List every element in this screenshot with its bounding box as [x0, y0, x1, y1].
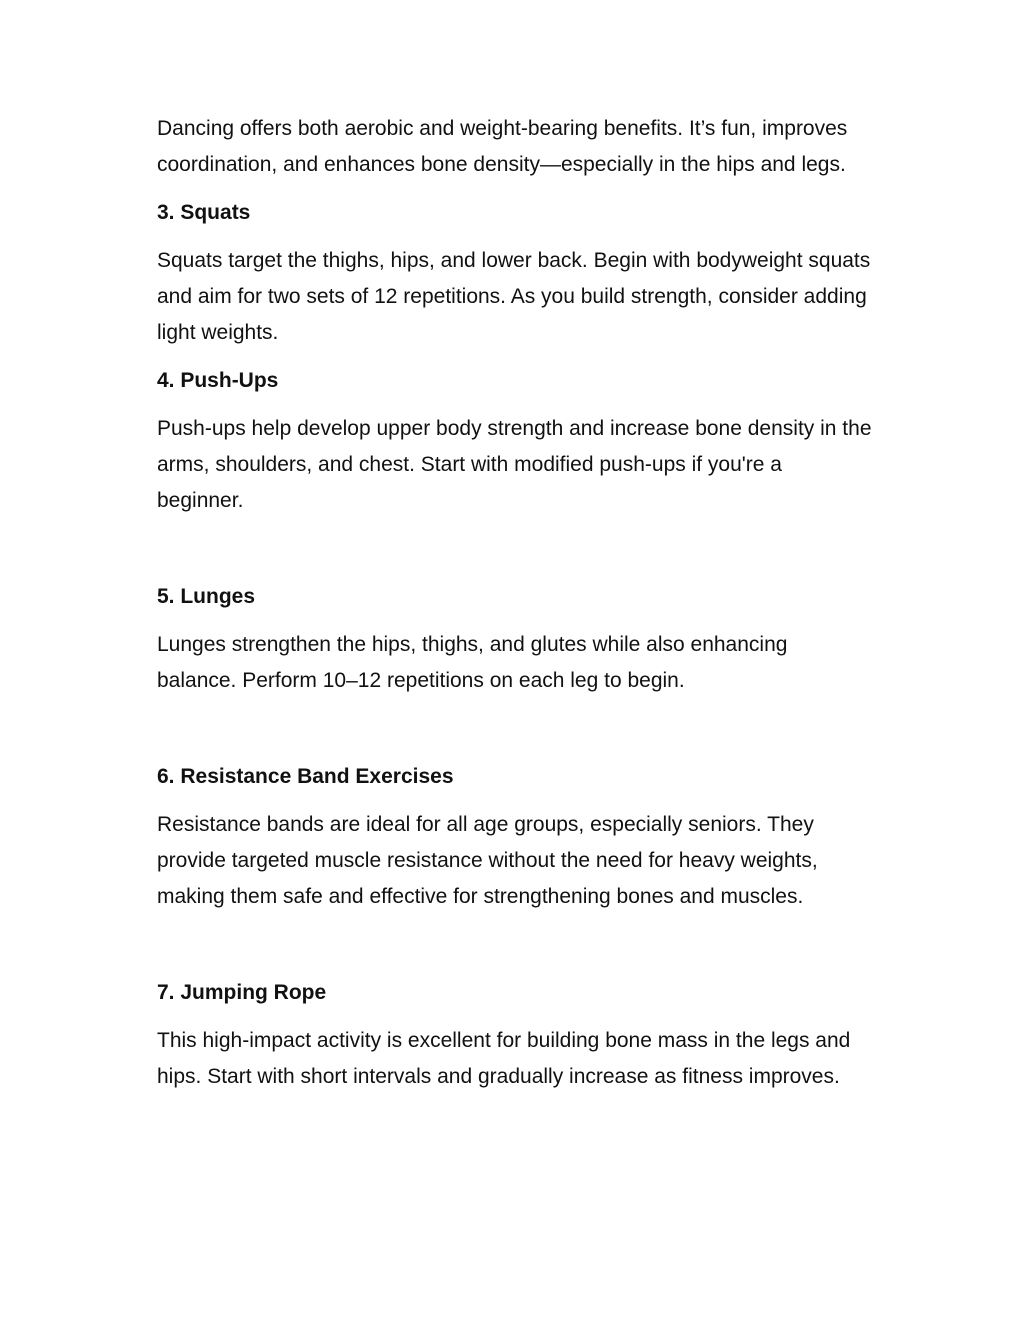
spacer: [157, 915, 872, 975]
section-body-squats: Squats target the thighs, hips, and lower back. Begin with bodyweight squats and aim for two sets of 12 repetitions. As you build strength, consider adding light weights.: [157, 249, 871, 344]
spacer: [157, 399, 872, 411]
section-heading-squats: 3. Squats: [157, 201, 251, 224]
spacer: [157, 231, 872, 243]
spacer: [157, 699, 872, 759]
section-body-jumping-rope: This high-impact activity is excellent for building bone mass in the legs and hips. Start with short intervals and gradually increase as fitness improves.: [157, 1029, 851, 1088]
spacer: [157, 183, 872, 195]
section-body-lunges: Lunges strengthen the hips, thighs, and glutes while also enhancing balance. Perform 10–12 repetitions on each leg to begin.: [157, 633, 788, 692]
section-heading-lunges: 5. Lunges: [157, 585, 256, 608]
section-heading-resistance-band: 6. Resistance Band Exercises: [157, 765, 454, 788]
section-heading-push-ups: 4. Push-Ups: [157, 369, 279, 392]
section-body-resistance-band: Resistance bands are ideal for all age groups, especially seniors. They provide targeted muscle resistance without the need for heavy weights, making them safe and effective for strengthening bones and muscles.: [157, 813, 818, 908]
spacer: [157, 795, 872, 807]
intro-paragraph: Dancing offers both aerobic and weight-bearing benefits. It’s fun, improves coordination, and enhances bone density—especially in the hips and legs.: [157, 117, 848, 176]
spacer: [157, 351, 872, 363]
document-page: [157, 111, 872, 1095]
spacer: [157, 519, 872, 579]
section-heading-jumping-rope: 7. Jumping Rope: [157, 981, 327, 1004]
section-body-push-ups: Push-ups help develop upper body strength and increase bone density in the arms, shoulders, and chest. Start with modified push-ups if you're a beginner.: [157, 417, 872, 512]
spacer: [157, 1011, 872, 1023]
spacer: [157, 615, 872, 627]
